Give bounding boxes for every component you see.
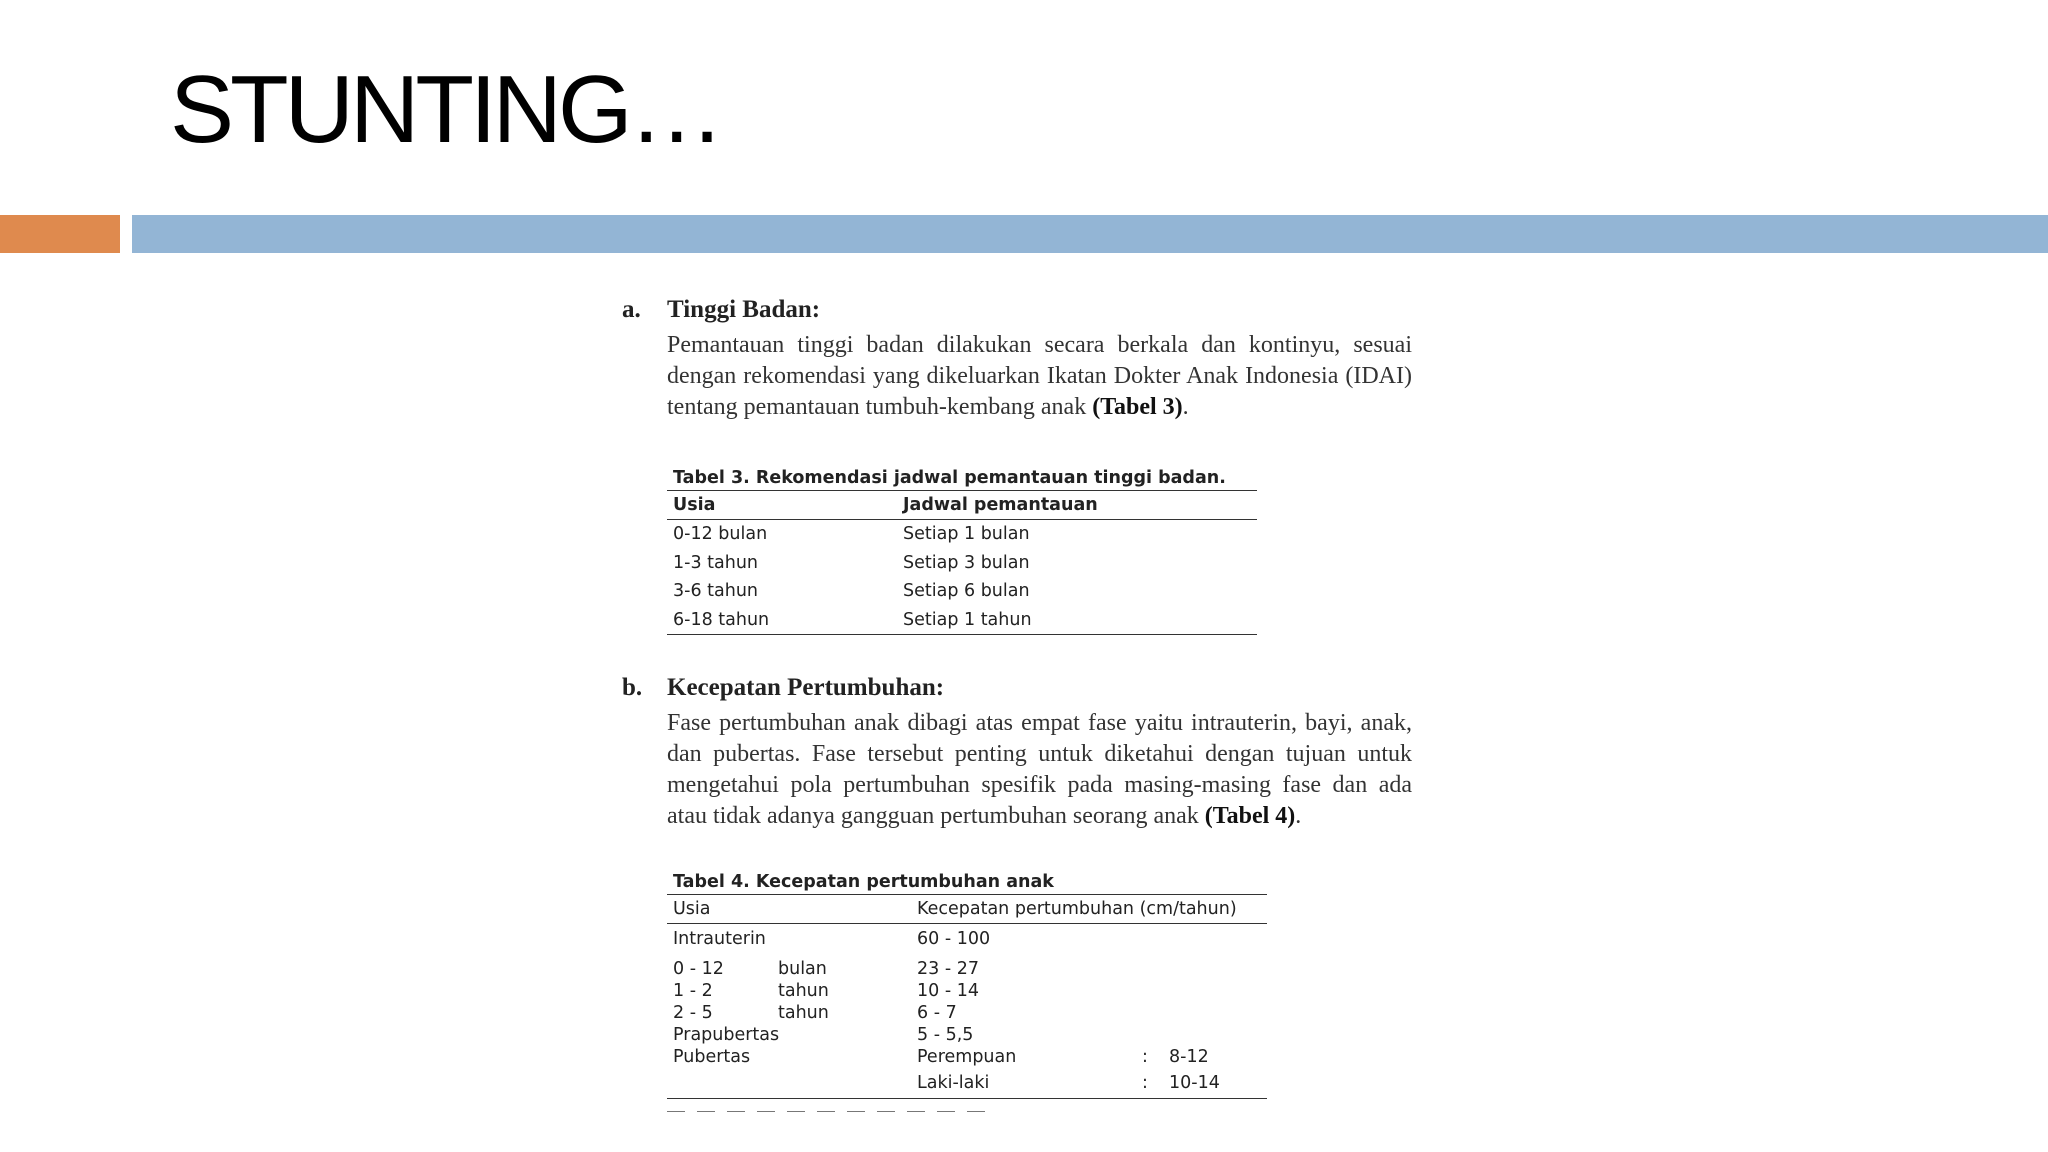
- document-image: [622, 296, 1422, 1112]
- table-4: [667, 870, 1267, 1099]
- slide-title: STUNTING…: [170, 56, 721, 163]
- cell-unit: bulan: [778, 959, 827, 979]
- cell-usia: Intrauterin: [673, 929, 766, 949]
- cell-kecepatan: 5 - 5,5: [917, 1025, 974, 1045]
- table-row: [667, 606, 1257, 635]
- paragraph-end: .: [1295, 803, 1302, 829]
- table-row: [667, 520, 1257, 549]
- section-heading: [622, 296, 1412, 324]
- cell-usia: 0-12 bulan: [673, 524, 768, 544]
- paragraph-text: Fase pertumbuhan anak dibagi atas empat fase yaitu intrauterin, bayi, anak, dan pubertas. Fase tersebut penting untuk diketahui dengan tujuan untuk mengetahui pola pertumbuhan spesifik pada masing-masing fase dan ada atau tidak adanya gangguan pertumbuhan seorang anak: [667, 710, 1412, 829]
- header-jadwal: Jadwal pemantauan: [903, 495, 1098, 515]
- header-kecepatan: Kecepatan pertumbuhan (cm/tahun): [917, 899, 1237, 919]
- cell-range: 10-14: [1169, 1073, 1220, 1093]
- cell-jadwal: Setiap 1 tahun: [903, 609, 1032, 630]
- table-caption: Tabel 3. Rekomendasi jadwal pemantauan tinggi badan.: [673, 468, 1226, 488]
- section-paragraph: [667, 330, 1412, 423]
- table-row: [667, 924, 1267, 954]
- table-row: [667, 1024, 1267, 1046]
- cell-usia: 2 - 5: [673, 1003, 713, 1023]
- accent-bar-blue: [132, 215, 2048, 253]
- header-usia: Usia: [673, 899, 711, 919]
- cell-unit: tahun: [778, 1003, 829, 1023]
- paragraph-end: .: [1182, 394, 1189, 420]
- accent-bar-orange: [0, 215, 120, 253]
- cell-kecepatan: Laki-laki: [917, 1073, 990, 1093]
- section-title: Kecepatan Pertumbuhan:: [667, 674, 945, 701]
- paragraph-table-ref: (Tabel 3): [1092, 394, 1183, 420]
- cell-usia: Prapubertas: [673, 1025, 780, 1045]
- section-paragraph: [667, 708, 1412, 832]
- section-letter: a.: [622, 296, 641, 323]
- cell-jadwal: Setiap 6 bulan: [903, 581, 1030, 601]
- table-caption: Tabel 4. Kecepatan pertumbuhan anak: [673, 872, 1054, 892]
- cell-usia: 1-3 tahun: [673, 552, 759, 573]
- cell-jadwal: Setiap 1 bulan: [903, 524, 1030, 544]
- cell-kecepatan: 6 - 7: [917, 1003, 957, 1023]
- section-title: Tinggi Badan:: [667, 296, 821, 323]
- paragraph-table-ref: (Tabel 4): [1204, 803, 1296, 829]
- table-row: [667, 958, 1267, 980]
- cell-separator: :: [1142, 1073, 1148, 1093]
- cell-kecepatan: Perempuan: [917, 1047, 1017, 1067]
- cell-separator: :: [1142, 1047, 1148, 1067]
- cell-usia: Pubertas: [673, 1047, 751, 1067]
- cell-usia: 0 - 12: [673, 959, 724, 979]
- section-tinggi-badan: [622, 296, 1412, 423]
- cell-usia: 1 - 2: [673, 981, 713, 1001]
- table-row: [667, 1068, 1267, 1098]
- header-usia: Usia: [673, 495, 716, 515]
- table-header-row: [667, 491, 1257, 519]
- cut-off-text-fragment: [667, 1111, 997, 1112]
- section-kecepatan-pertumbuhan: [622, 674, 1412, 832]
- table-row: [667, 1002, 1267, 1024]
- table-row: [667, 577, 1257, 606]
- cell-range: 8-12: [1169, 1047, 1209, 1067]
- cell-kecepatan: 23 - 27: [917, 959, 979, 979]
- table-row: [667, 1046, 1267, 1068]
- cell-kecepatan: 60 - 100: [917, 929, 991, 949]
- cell-kecepatan: 10 - 14: [917, 981, 979, 1001]
- paragraph-text: Pemantauan tinggi badan dilakukan secara berkala dan kontinyu, sesuai dengan rekomendasi yang dikeluarkan Ikatan Dokter Anak Indonesia (IDAI) tentang pemantauan tumbuh-kembang anak: [667, 332, 1412, 420]
- section-heading: [622, 674, 1412, 702]
- cell-usia: 6-18 tahun: [673, 609, 770, 630]
- cell-jadwal: Setiap 3 bulan: [903, 552, 1030, 573]
- cell-unit: tahun: [778, 981, 829, 1001]
- cell-usia: 3-6 tahun: [673, 581, 759, 601]
- table-row: [667, 549, 1257, 578]
- section-letter: b.: [622, 674, 643, 701]
- table-3: [667, 466, 1257, 635]
- table-row: [667, 980, 1267, 1002]
- table-header-row: [667, 895, 1267, 923]
